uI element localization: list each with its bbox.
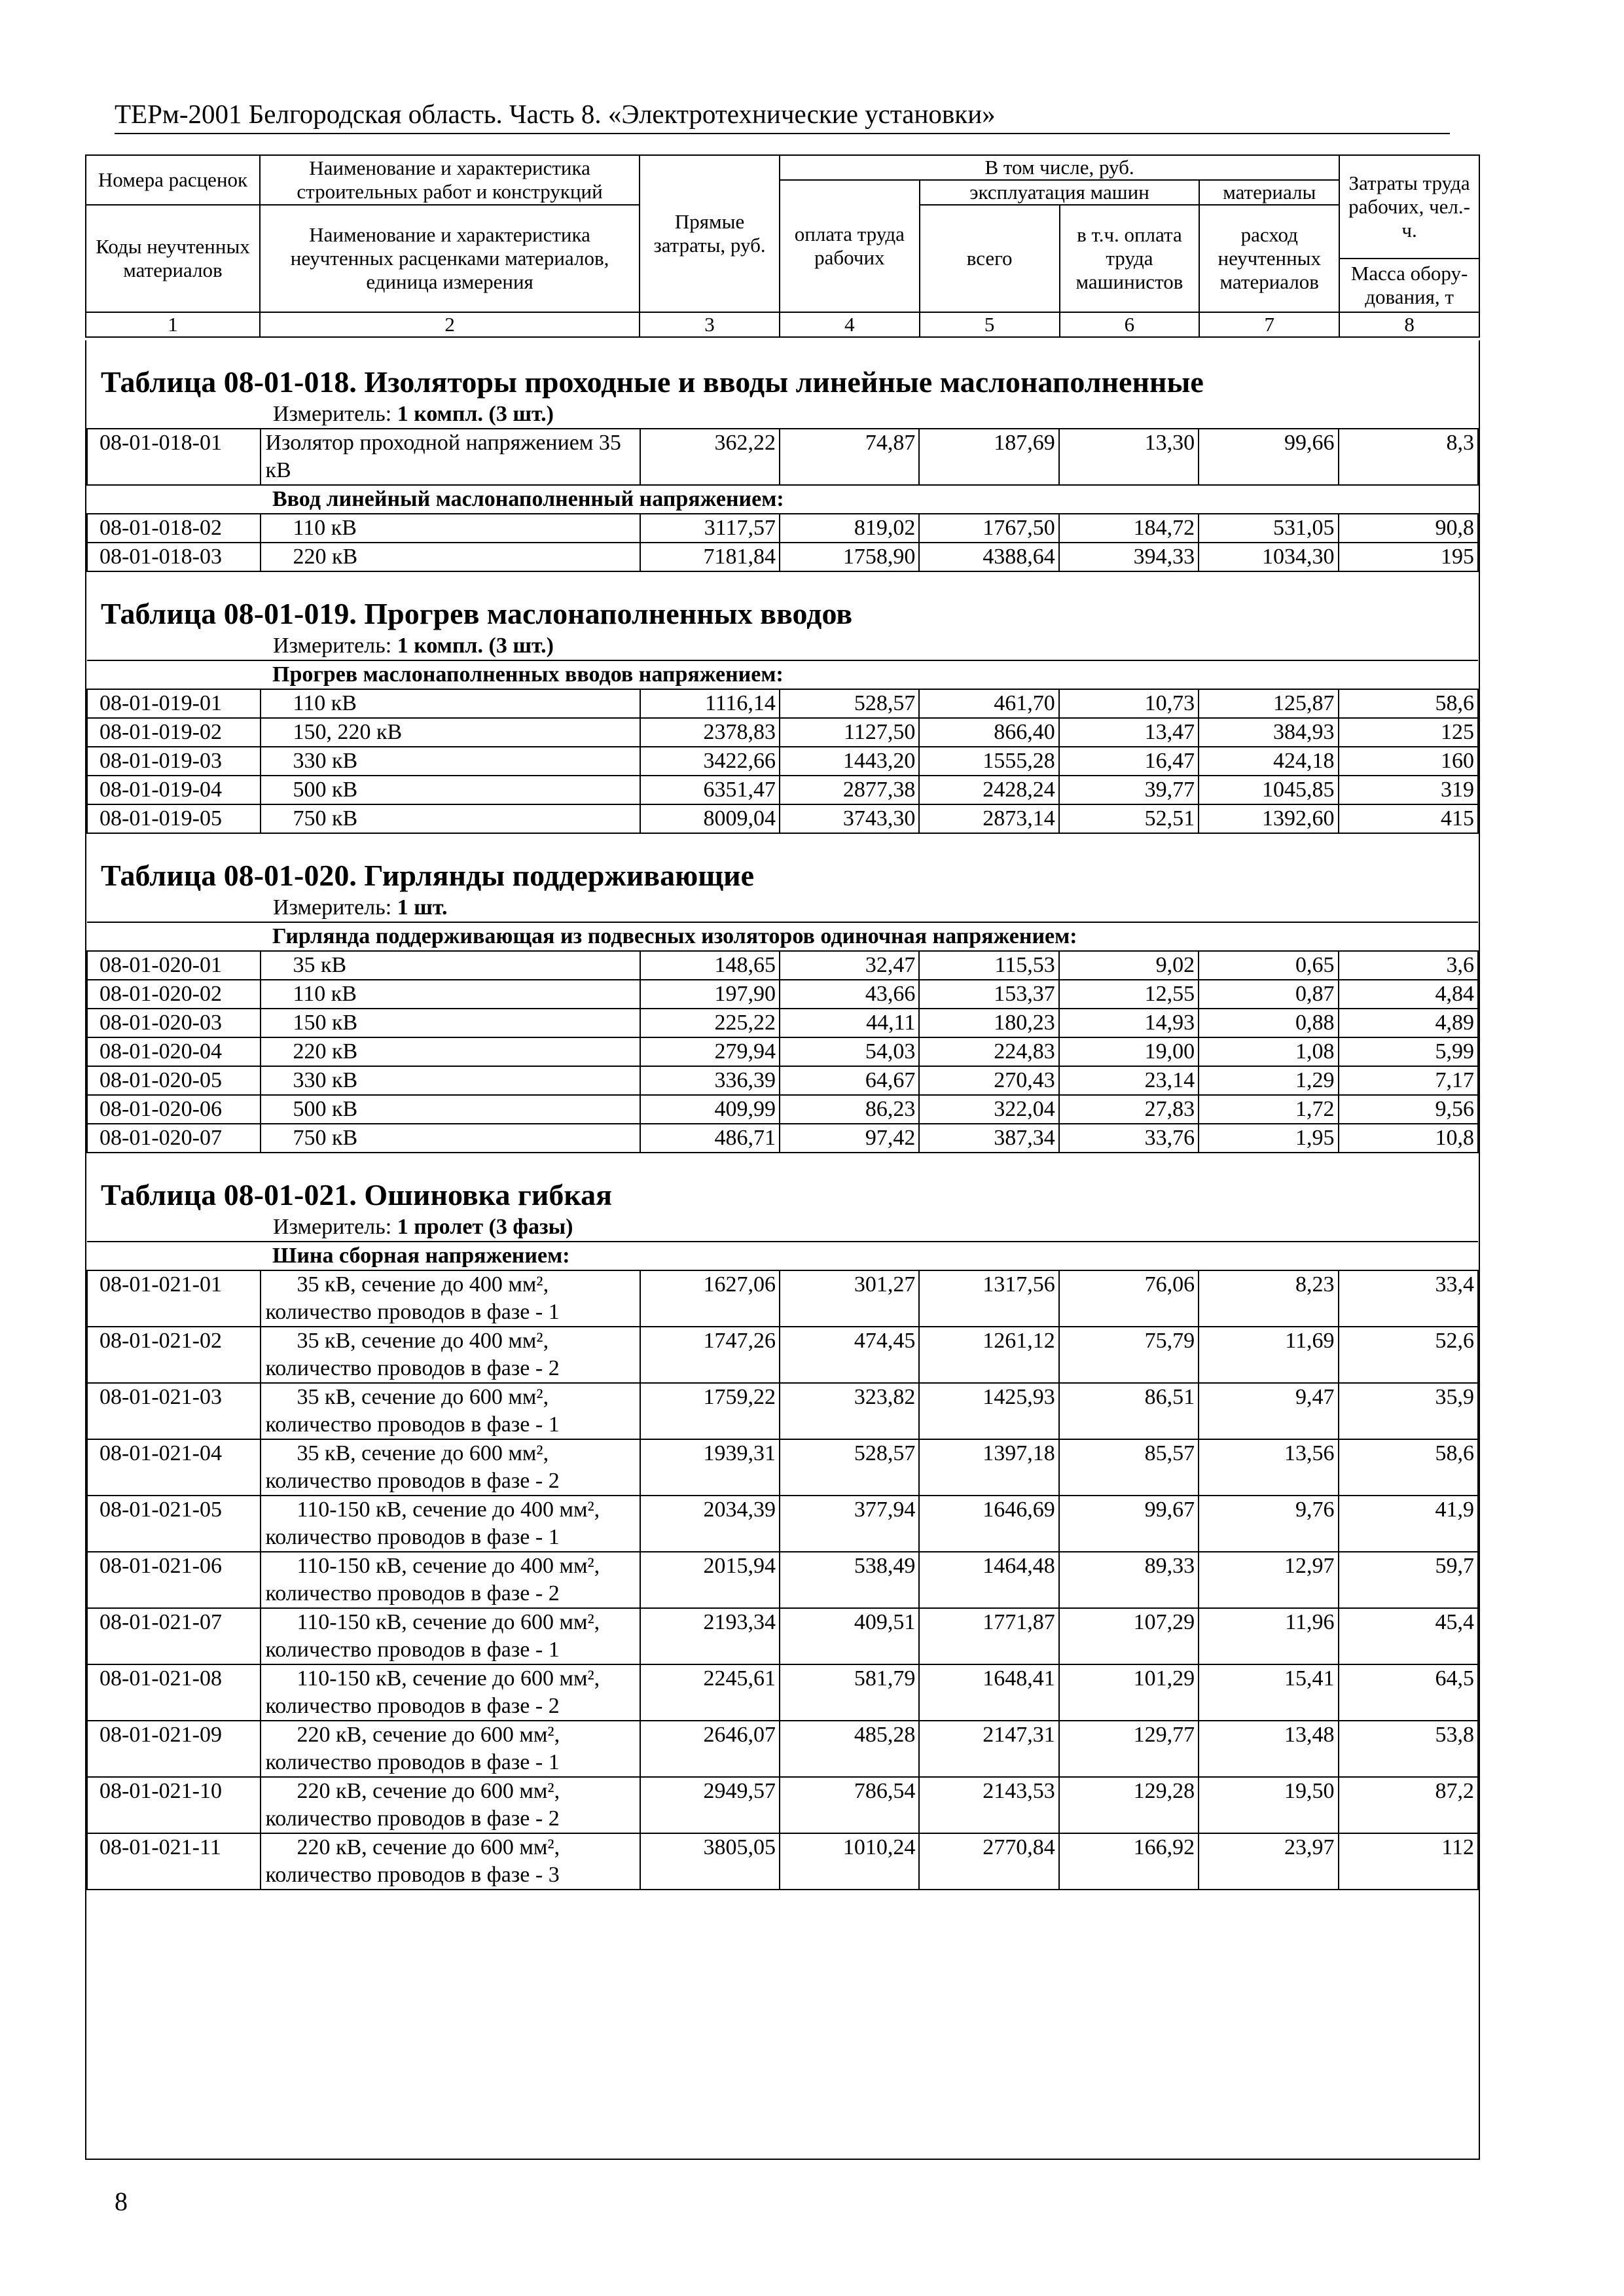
work-name: 110 кВ [261, 514, 640, 543]
labor-pay-value: 64,67 [780, 1066, 919, 1095]
subheading-row [87, 1242, 1478, 1270]
table-title: Таблица 08-01-021. Ошиновка гибкая [101, 1178, 613, 1211]
work-name: 35 кВ, сечение до 600 мм², количество проводов в фазе - 1 [261, 1383, 640, 1439]
machines-total-value: 270,43 [919, 1066, 1058, 1095]
driver-pay-value: 12,55 [1059, 980, 1199, 1009]
rate-code: 08-01-019-02 [87, 718, 261, 747]
rate-code: 08-01-018-03 [87, 543, 261, 571]
rate-table [86, 1241, 1479, 1890]
labor-pay-value: 3743,30 [780, 804, 919, 833]
table-row [87, 689, 1478, 718]
direct-costs-value: 2015,94 [640, 1552, 780, 1608]
work-name: 330 кВ [261, 1066, 640, 1095]
subheading-row [87, 660, 1478, 689]
direct-costs-value: 1939,31 [640, 1439, 780, 1496]
machines-total-value: 4388,64 [919, 543, 1058, 571]
direct-costs-value: 486,71 [640, 1124, 780, 1153]
driver-pay-value: 10,73 [1059, 689, 1199, 718]
driver-pay-value: 13,47 [1059, 718, 1199, 747]
driver-pay-value: 16,47 [1059, 747, 1199, 776]
column-header-table [85, 154, 1480, 338]
machines-total-value: 2147,31 [919, 1721, 1058, 1777]
rate-table-block [86, 1153, 1479, 1890]
materials-value: 0,65 [1199, 951, 1338, 980]
driver-pay-value: 99,67 [1059, 1496, 1199, 1552]
work-name: 110-150 кВ, сечение до 600 мм², количество проводов в фазе - 1 [261, 1608, 640, 1664]
labor-hours-value: 4,89 [1339, 1009, 1478, 1037]
machines-total-value: 866,40 [919, 718, 1058, 747]
direct-costs-value: 1627,06 [640, 1270, 780, 1327]
rate-code: 08-01-021-02 [87, 1327, 261, 1383]
unit-label: Измеритель: [273, 634, 392, 658]
machines-total-value: 180,23 [919, 1009, 1058, 1037]
materials-value: 11,69 [1199, 1327, 1338, 1383]
materials-value: 1,72 [1199, 1095, 1338, 1124]
machines-total-value: 1261,12 [919, 1327, 1058, 1383]
labor-pay-value: 474,45 [780, 1327, 919, 1383]
table-row [87, 1608, 1478, 1664]
labor-hours-value: 45,4 [1339, 1608, 1479, 1664]
table-row [87, 1552, 1478, 1608]
labor-hours-value: 415 [1339, 804, 1479, 833]
labor-pay-value: 43,66 [780, 980, 919, 1009]
machines-total-value: 322,04 [919, 1095, 1058, 1124]
machines-total-value: 2873,14 [919, 804, 1058, 833]
unit-label: Измеритель: [273, 895, 392, 920]
materials-value: 531,05 [1199, 514, 1338, 543]
labor-pay-value: 1443,20 [780, 747, 919, 776]
direct-costs-value: 3805,05 [640, 1833, 780, 1890]
work-name: 35 кВ, сечение до 400 мм², количество проводов в фазе - 1 [261, 1270, 640, 1327]
table-row [87, 776, 1478, 804]
table-row [87, 1439, 1478, 1496]
header-direct-costs: Прямые затраты, руб. [640, 155, 780, 312]
direct-costs-value: 2949,57 [640, 1777, 780, 1833]
labor-pay-value: 1010,24 [780, 1833, 919, 1890]
table-row [87, 1664, 1478, 1721]
materials-value: 12,97 [1199, 1552, 1338, 1608]
direct-costs-value: 336,39 [640, 1066, 780, 1095]
unit-label: Измеритель: [273, 1215, 392, 1239]
subheading: Прогрев маслонаполненных вводов напряжением: [87, 660, 1478, 689]
direct-costs-value: 2193,34 [640, 1608, 780, 1664]
unit-line [86, 1213, 1479, 1241]
machines-total-value: 224,83 [919, 1037, 1058, 1066]
driver-pay-value: 101,29 [1059, 1664, 1199, 1721]
table-title: Таблица 08-01-020. Гирлянды поддерживающие [101, 859, 755, 892]
rate-code: 08-01-020-02 [87, 980, 261, 1009]
rate-table [86, 922, 1479, 1153]
header-rate-numbers: Номера расценок [86, 155, 260, 205]
materials-value: 13,48 [1199, 1721, 1338, 1777]
table-body-area [85, 340, 1480, 2160]
labor-hours-value: 87,2 [1339, 1777, 1479, 1833]
labor-pay-value: 54,03 [780, 1037, 919, 1066]
work-name: 150 кВ [261, 1009, 640, 1037]
machines-total-value: 115,53 [919, 951, 1058, 980]
work-name: 110 кВ [261, 689, 640, 718]
header-rule [115, 133, 1450, 134]
table-row [87, 1327, 1478, 1383]
materials-value: 9,47 [1199, 1383, 1338, 1439]
work-name: 500 кВ [261, 1095, 640, 1124]
driver-pay-value: 86,51 [1059, 1383, 1199, 1439]
labor-hours-value: 125 [1339, 718, 1479, 747]
machines-total-value: 1397,18 [919, 1439, 1058, 1496]
labor-hours-value: 33,4 [1339, 1270, 1479, 1327]
header-equipment-mass: Масса обору-дования, т [1339, 259, 1479, 312]
direct-costs-value: 279,94 [640, 1037, 780, 1066]
direct-costs-value: 362,22 [640, 429, 780, 485]
labor-hours-value: 3,6 [1339, 951, 1478, 980]
labor-hours-value: 64,5 [1339, 1664, 1479, 1721]
work-name: 220 кВ, сечение до 600 мм², количество проводов в фазе - 3 [261, 1833, 640, 1890]
machines-total-value: 1555,28 [919, 747, 1058, 776]
materials-value: 9,76 [1199, 1496, 1338, 1552]
rate-table-block [86, 834, 1479, 1153]
unit-value: 1 компл. (3 шт.) [397, 634, 554, 658]
direct-costs-value: 2245,61 [640, 1664, 780, 1721]
materials-value: 23,97 [1199, 1833, 1338, 1890]
rate-code: 08-01-020-01 [87, 951, 261, 980]
machines-total-value: 187,69 [919, 429, 1058, 485]
materials-value: 1,08 [1199, 1037, 1338, 1066]
direct-costs-value: 3117,57 [640, 514, 780, 543]
labor-pay-value: 409,51 [780, 1608, 919, 1664]
machines-total-value: 2428,24 [919, 776, 1058, 804]
header-driver-pay: в т.ч. оплата труда машинистов [1060, 205, 1200, 312]
header-labor-pay: оплата труда рабочих [780, 180, 920, 312]
labor-pay-value: 74,87 [780, 429, 919, 485]
labor-pay-value: 32,47 [780, 951, 919, 980]
table-row [87, 1777, 1478, 1833]
materials-value: 1392,60 [1199, 804, 1338, 833]
labor-pay-value: 819,02 [780, 514, 919, 543]
labor-hours-value: 41,9 [1339, 1496, 1479, 1552]
direct-costs-value: 2034,39 [640, 1496, 780, 1552]
rate-table [86, 428, 1479, 572]
labor-hours-value: 90,8 [1339, 514, 1478, 543]
labor-pay-value: 1127,50 [780, 718, 919, 747]
machines-total-value: 2770,84 [919, 1833, 1058, 1890]
rate-code: 08-01-021-03 [87, 1383, 261, 1439]
rate-code: 08-01-020-05 [87, 1066, 261, 1095]
column-number-row [86, 312, 1479, 337]
subheading-row [87, 485, 1478, 514]
header-name-works: Наименование и характеристика строительных работ и конструкций [260, 155, 640, 205]
table-title: Таблица 08-01-018. Изоляторы проходные и вводы линейные маслонаполненные [101, 365, 1204, 399]
rate-code: 08-01-021-05 [87, 1496, 261, 1552]
driver-pay-value: 13,30 [1059, 429, 1199, 485]
table-row [87, 804, 1478, 833]
rate-code: 08-01-020-03 [87, 1009, 261, 1037]
materials-value: 1034,30 [1199, 543, 1338, 571]
table-row [87, 1037, 1478, 1066]
direct-costs-value: 148,65 [640, 951, 780, 980]
driver-pay-value: 14,93 [1059, 1009, 1199, 1037]
rate-code: 08-01-021-07 [87, 1608, 261, 1664]
rate-code: 08-01-020-07 [87, 1124, 261, 1153]
rate-code: 08-01-018-02 [87, 514, 261, 543]
rate-code: 08-01-018-01 [87, 429, 261, 485]
column-number: 1 [86, 312, 260, 337]
driver-pay-value: 76,06 [1059, 1270, 1199, 1327]
header-name-materials: Наименование и характеристика неучтенных расценками материалов, единица измерения [260, 205, 640, 312]
header-unaccounted-materials: расход неучтенных материалов [1199, 205, 1339, 312]
work-name: 35 кВ, сечение до 400 мм², количество проводов в фазе - 2 [261, 1327, 640, 1383]
labor-hours-value: 7,17 [1339, 1066, 1478, 1095]
unit-value: 1 компл. (3 шт.) [397, 402, 554, 426]
materials-value: 424,18 [1199, 747, 1338, 776]
labor-pay-value: 581,79 [780, 1664, 919, 1721]
work-name: Изолятор проходной напряжением 35 кВ [261, 429, 640, 485]
column-number: 2 [260, 312, 640, 337]
labor-hours-value: 9,56 [1339, 1095, 1478, 1124]
column-number: 8 [1339, 312, 1479, 337]
direct-costs-value: 3422,66 [640, 747, 780, 776]
driver-pay-value: 52,51 [1059, 804, 1199, 833]
direct-costs-value: 197,90 [640, 980, 780, 1009]
rate-code: 08-01-021-10 [87, 1777, 261, 1833]
subheading: Шина сборная напряжением: [87, 1242, 1478, 1270]
header-codes: Коды неучтенных материалов [86, 205, 260, 312]
labor-pay-value: 97,42 [780, 1124, 919, 1153]
labor-hours-value: 8,3 [1339, 429, 1478, 485]
labor-hours-value: 52,6 [1339, 1327, 1479, 1383]
subheading-row [87, 922, 1478, 951]
page-header: ТЕРм-2001 Белгородская область. Часть 8. «Электротехнические установки» [115, 99, 996, 129]
labor-pay-value: 301,27 [780, 1270, 919, 1327]
driver-pay-value: 27,83 [1059, 1095, 1199, 1124]
labor-hours-value: 319 [1339, 776, 1479, 804]
labor-pay-value: 485,28 [780, 1721, 919, 1777]
machines-total-value: 1771,87 [919, 1608, 1058, 1664]
driver-pay-value: 85,57 [1059, 1439, 1199, 1496]
rate-table-block [86, 572, 1479, 834]
materials-value: 384,93 [1199, 718, 1338, 747]
unit-line [86, 401, 1479, 428]
column-number: 5 [920, 312, 1060, 337]
header-machines: эксплуатация машин [920, 180, 1200, 205]
machines-total-value: 387,34 [919, 1124, 1058, 1153]
machines-total-value: 2143,53 [919, 1777, 1058, 1833]
machines-total-value: 153,37 [919, 980, 1058, 1009]
machines-total-value: 1464,48 [919, 1552, 1058, 1608]
work-name: 220 кВ, сечение до 600 мм², количество проводов в фазе - 2 [261, 1777, 640, 1833]
materials-value: 15,41 [1199, 1664, 1338, 1721]
rate-code: 08-01-019-04 [87, 776, 261, 804]
driver-pay-value: 9,02 [1059, 951, 1199, 980]
table-row [87, 951, 1478, 980]
labor-pay-value: 323,82 [780, 1383, 919, 1439]
table-row [87, 1833, 1478, 1890]
rate-code: 08-01-021-08 [87, 1664, 261, 1721]
materials-value: 0,88 [1199, 1009, 1338, 1037]
machines-total-value: 1767,50 [919, 514, 1058, 543]
column-number: 3 [640, 312, 780, 337]
rate-code: 08-01-020-04 [87, 1037, 261, 1066]
direct-costs-value: 1747,26 [640, 1327, 780, 1383]
labor-hours-value: 112 [1339, 1833, 1479, 1890]
rate-table-block [86, 340, 1479, 572]
labor-pay-value: 786,54 [780, 1777, 919, 1833]
table-row [87, 718, 1478, 747]
labor-pay-value: 44,11 [780, 1009, 919, 1037]
column-number: 6 [1060, 312, 1200, 337]
table-row [87, 1721, 1478, 1777]
table-row [87, 1496, 1478, 1552]
work-name: 220 кВ [261, 1037, 640, 1066]
labor-hours-value: 59,7 [1339, 1552, 1479, 1608]
labor-hours-value: 58,6 [1339, 1439, 1479, 1496]
rate-code: 08-01-021-09 [87, 1721, 261, 1777]
labor-hours-value: 35,9 [1339, 1383, 1479, 1439]
labor-hours-value: 58,6 [1339, 689, 1479, 718]
work-name: 220 кВ [261, 543, 640, 571]
rate-code: 08-01-019-03 [87, 747, 261, 776]
materials-value: 1045,85 [1199, 776, 1338, 804]
rate-code: 08-01-020-06 [87, 1095, 261, 1124]
driver-pay-value: 129,28 [1059, 1777, 1199, 1833]
labor-hours-value: 5,99 [1339, 1037, 1478, 1066]
rate-code: 08-01-019-01 [87, 689, 261, 718]
driver-pay-value: 107,29 [1059, 1608, 1199, 1664]
machines-total-value: 461,70 [919, 689, 1058, 718]
labor-hours-value: 4,84 [1339, 980, 1478, 1009]
driver-pay-value: 75,79 [1059, 1327, 1199, 1383]
direct-costs-value: 6351,47 [640, 776, 780, 804]
driver-pay-value: 23,14 [1059, 1066, 1199, 1095]
driver-pay-value: 129,77 [1059, 1721, 1199, 1777]
direct-costs-value: 2378,83 [640, 718, 780, 747]
materials-value: 8,23 [1199, 1270, 1338, 1327]
unit-value: 1 пролет (3 фазы) [397, 1215, 573, 1239]
work-name: 750 кВ [261, 804, 640, 833]
labor-pay-value: 1758,90 [780, 543, 919, 571]
column-number: 7 [1199, 312, 1339, 337]
table-row [87, 429, 1478, 485]
subheading: Гирлянда поддерживающая из подвесных изоляторов одиночная напряжением: [87, 922, 1478, 951]
labor-hours-value: 160 [1339, 747, 1479, 776]
table-row [87, 1124, 1478, 1153]
direct-costs-value: 1759,22 [640, 1383, 780, 1439]
direct-costs-value: 7181,84 [640, 543, 780, 571]
machines-total-value: 1646,69 [919, 1496, 1058, 1552]
driver-pay-value: 394,33 [1059, 543, 1199, 571]
direct-costs-value: 225,22 [640, 1009, 780, 1037]
work-name: 220 кВ, сечение до 600 мм², количество проводов в фазе - 1 [261, 1721, 640, 1777]
work-name: 330 кВ [261, 747, 640, 776]
materials-value: 11,96 [1199, 1608, 1338, 1664]
direct-costs-value: 1116,14 [640, 689, 780, 718]
labor-hours-value: 10,8 [1339, 1124, 1478, 1153]
table-title: Таблица 08-01-019. Прогрев маслонаполненных вводов [101, 597, 853, 630]
labor-pay-value: 2877,38 [780, 776, 919, 804]
materials-value: 125,87 [1199, 689, 1338, 718]
unit-line [86, 632, 1479, 660]
materials-value: 1,95 [1199, 1124, 1338, 1153]
work-name: 750 кВ [261, 1124, 640, 1153]
labor-hours-value: 53,8 [1339, 1721, 1479, 1777]
unit-line [86, 894, 1479, 922]
work-name: 110-150 кВ, сечение до 400 мм², количество проводов в фазе - 2 [261, 1552, 640, 1608]
column-number: 4 [780, 312, 920, 337]
work-name: 35 кВ [261, 951, 640, 980]
rate-code: 08-01-021-01 [87, 1270, 261, 1327]
work-name: 500 кВ [261, 776, 640, 804]
rate-code: 08-01-021-04 [87, 1439, 261, 1496]
work-name: 150, 220 кВ [261, 718, 640, 747]
table-row [87, 1383, 1478, 1439]
subheading: Ввод линейный маслонаполненный напряжением: [87, 485, 1478, 514]
materials-value: 19,50 [1199, 1777, 1338, 1833]
table-row [87, 543, 1478, 571]
labor-pay-value: 538,49 [780, 1552, 919, 1608]
rate-table [86, 660, 1479, 834]
driver-pay-value: 19,00 [1059, 1037, 1199, 1066]
materials-value: 13,56 [1199, 1439, 1338, 1496]
rate-code: 08-01-021-06 [87, 1552, 261, 1608]
direct-costs-value: 409,99 [640, 1095, 780, 1124]
work-name: 110 кВ [261, 980, 640, 1009]
unit-value: 1 шт. [397, 895, 448, 920]
labor-pay-value: 528,57 [780, 1439, 919, 1496]
table-row [87, 1009, 1478, 1037]
table-row [87, 1270, 1478, 1327]
page-number: 8 [115, 2187, 128, 2216]
header-labor-cost: Затраты труда рабочих, чел.-ч. [1339, 155, 1479, 259]
rate-code: 08-01-021-11 [87, 1833, 261, 1890]
driver-pay-value: 89,33 [1059, 1552, 1199, 1608]
driver-pay-value: 39,77 [1059, 776, 1199, 804]
driver-pay-value: 33,76 [1059, 1124, 1199, 1153]
labor-pay-value: 377,94 [780, 1496, 919, 1552]
work-name: 110-150 кВ, сечение до 400 мм², количество проводов в фазе - 1 [261, 1496, 640, 1552]
driver-pay-value: 184,72 [1059, 514, 1199, 543]
table-row [87, 514, 1478, 543]
machines-total-value: 1648,41 [919, 1664, 1058, 1721]
unit-label: Измеритель: [273, 402, 392, 426]
table-row [87, 1095, 1478, 1124]
work-name: 35 кВ, сечение до 600 мм², количество проводов в фазе - 2 [261, 1439, 640, 1496]
table-row [87, 747, 1478, 776]
table-row [87, 980, 1478, 1009]
direct-costs-value: 2646,07 [640, 1721, 780, 1777]
header-materials: материалы [1199, 180, 1339, 205]
labor-hours-value: 195 [1339, 543, 1478, 571]
rate-code: 08-01-019-05 [87, 804, 261, 833]
materials-value: 0,87 [1199, 980, 1338, 1009]
machines-total-value: 1317,56 [919, 1270, 1058, 1327]
table-row [87, 1066, 1478, 1095]
work-name: 110-150 кВ, сечение до 600 мм², количество проводов в фазе - 2 [261, 1664, 640, 1721]
labor-pay-value: 86,23 [780, 1095, 919, 1124]
materials-value: 1,29 [1199, 1066, 1338, 1095]
labor-pay-value: 528,57 [780, 689, 919, 718]
direct-costs-value: 8009,04 [640, 804, 780, 833]
header-including: В том числе, руб. [780, 155, 1339, 180]
driver-pay-value: 166,92 [1059, 1833, 1199, 1890]
header-machines-total: всего [920, 205, 1060, 312]
machines-total-value: 1425,93 [919, 1383, 1058, 1439]
materials-value: 99,66 [1199, 429, 1338, 485]
